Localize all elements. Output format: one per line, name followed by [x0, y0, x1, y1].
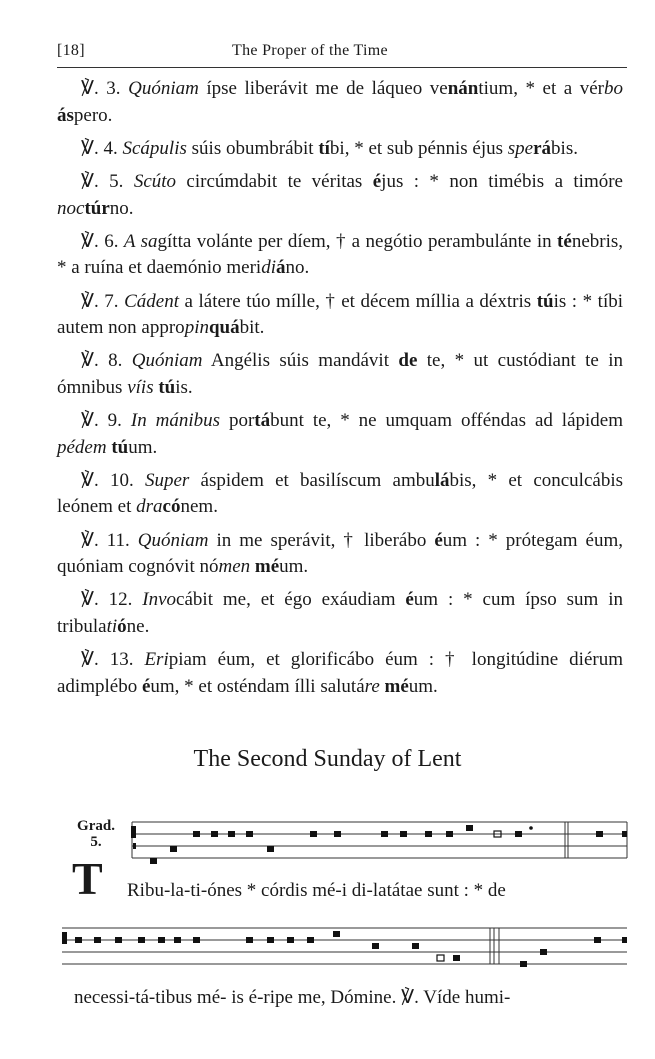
versicle-symbol: ℣.	[81, 170, 99, 192]
neume	[75, 937, 82, 943]
neume	[246, 937, 253, 943]
verse-number: 9.	[98, 410, 131, 432]
neume	[437, 955, 444, 961]
neume	[372, 943, 379, 949]
verse-text: in me sperávit, † liberábo	[208, 529, 435, 551]
verse-text: dra	[136, 496, 163, 518]
neume	[158, 937, 165, 943]
staff-line-2	[62, 928, 627, 964]
gradual-label-text: Grad.	[77, 818, 115, 834]
verse-text: bis.	[551, 137, 578, 159]
verse-text: Eri	[144, 649, 169, 671]
neume	[193, 937, 200, 943]
verse-text: circúmdabit te véritas	[176, 170, 373, 192]
verse-number: 5.	[98, 170, 134, 192]
verse-text: Quóniam	[131, 350, 203, 372]
verse-text: túr	[84, 197, 110, 219]
neume	[170, 846, 177, 852]
verse-text: a látere túo mílle, † et décem míllia a déxtris	[178, 290, 537, 312]
verse-text: té	[557, 230, 572, 252]
neume	[138, 937, 145, 943]
verse-text: te, * ut custódiant te in ómnibus	[57, 350, 624, 398]
verse-number: 11.	[98, 529, 138, 551]
neume	[520, 961, 527, 967]
versicle-symbol: ℣.	[81, 649, 99, 671]
neume	[515, 831, 522, 837]
verse-text: tium, * et a vér	[478, 78, 605, 99]
verse-text: ne.	[126, 616, 150, 638]
neume	[446, 831, 453, 837]
verse-text: tí	[318, 137, 330, 159]
chant-initial-letter: T	[72, 853, 103, 904]
verse-text: de	[398, 350, 418, 372]
versicle-symbol: ℣.	[81, 78, 99, 99]
neume	[400, 831, 407, 837]
section-title: The Second Sunday of Lent	[193, 746, 462, 772]
verse-text: có	[162, 496, 181, 518]
verse-text: nebris, * a ruína et daemónio meri	[57, 230, 623, 279]
verse-text: is : * tíbi autem non appro	[57, 290, 624, 339]
neume	[211, 831, 218, 837]
staff-line-1	[132, 822, 627, 858]
verse-text: rá	[533, 137, 552, 159]
verse-text: In mánibus	[130, 410, 221, 432]
verse-number: 10.	[98, 469, 145, 491]
verse-text: pédem	[57, 436, 107, 458]
neume	[287, 937, 294, 943]
verse-text: víis	[127, 376, 154, 398]
neume	[94, 937, 101, 943]
verse-text: um.	[279, 556, 309, 578]
verse-text: noc	[57, 197, 85, 219]
verse-text: lá	[434, 469, 450, 491]
verse-text: no.	[285, 257, 310, 279]
versicle-symbol: ℣.	[81, 410, 99, 432]
verse-text: A sa	[123, 230, 158, 252]
neume	[334, 831, 341, 837]
gradual-mode-number: 5.	[90, 834, 102, 850]
neume	[246, 831, 253, 837]
verse-number: 6.	[98, 230, 124, 252]
chant-lyrics-line-1: Ribu-la-ti-ónes * córdis mé-i di-latátae sunt : * de	[127, 880, 506, 901]
verse-text: Scúto	[133, 170, 177, 192]
page-number: [18]	[57, 42, 85, 59]
verse-text: gítta volánte per díem, † a negótio perambulánte in	[157, 230, 558, 252]
verse-text: cábit me, et égo exáudiam	[176, 589, 406, 611]
running-title: The Proper of the Time	[232, 42, 388, 59]
neume	[310, 831, 317, 837]
custos	[622, 937, 627, 943]
neume	[333, 931, 340, 937]
versicle-symbol: ℣.	[81, 230, 99, 252]
neume	[174, 937, 181, 943]
verse-text: súis obumbrábit	[186, 137, 319, 159]
verse-text: di	[261, 257, 276, 279]
neume	[425, 831, 432, 837]
verse-text: bunt te, * ne umquam offéndas ad lápidem	[270, 410, 624, 432]
versicle-symbol: ℣.	[81, 529, 99, 551]
verse-text: tú	[158, 376, 176, 398]
verse-text: piam éum, et glorificábo éum : † longitúdine diérum adimplébo	[57, 649, 624, 697]
verse-text: um.	[408, 675, 438, 697]
versicle-symbol: ℣.	[81, 290, 99, 312]
verse-text: no.	[109, 197, 134, 219]
neume	[594, 937, 601, 943]
neume	[193, 831, 200, 837]
verse-number: 8.	[98, 350, 132, 372]
neume	[267, 937, 274, 943]
verse-text: áspidem et basilíscum ambu	[189, 469, 435, 491]
neume	[150, 858, 157, 864]
verse-text: um : * cum ípso sum in tribula	[57, 589, 623, 638]
c-clef	[62, 932, 67, 944]
verse-text: is.	[175, 376, 193, 398]
neumes-line-2	[62, 931, 627, 967]
verse-text: men	[218, 556, 251, 578]
verse-text: é	[372, 170, 382, 192]
custos	[622, 831, 627, 837]
verse-text: tá	[254, 410, 271, 432]
verse-text: Invo	[142, 589, 177, 611]
verse-text: Cádent	[124, 290, 179, 312]
verse-text: ás	[57, 104, 74, 126]
verse-text: é	[405, 589, 414, 611]
verse-text: Super	[144, 469, 190, 491]
verse-text: bit.	[239, 317, 265, 339]
neume	[412, 943, 419, 949]
verse-number: 13.	[98, 649, 145, 671]
verse-text: Quóniam	[128, 78, 199, 99]
verse-text: um, * et osténdam ílli salutá	[150, 675, 365, 697]
versicle-symbol: ℣.	[81, 469, 99, 491]
verse-text: bo	[604, 78, 624, 99]
verse-text: é	[141, 675, 151, 697]
neume	[267, 846, 274, 852]
verse-text: Quóniam	[137, 529, 209, 551]
versicle-symbol: ℣.	[81, 350, 99, 372]
verse-text: Angélis súis mandávit	[202, 350, 399, 372]
verse-text: jus : * non timébis a timóre	[381, 170, 623, 192]
verse-text: re	[364, 675, 380, 697]
verse-text: nem.	[180, 496, 218, 518]
verse-text: mé	[254, 556, 280, 578]
versicle-symbol: ℣.	[81, 589, 99, 611]
neume	[228, 831, 235, 837]
verse-text: quá	[208, 317, 240, 339]
verse-text: tú	[536, 290, 554, 312]
verse-text: um : * prótegam éum, quóniam cognóvit nó	[57, 529, 623, 578]
verse-text: pero.	[73, 104, 113, 126]
verse-text: é	[434, 529, 443, 551]
verse-text: um.	[128, 436, 158, 458]
verse-number: 12.	[98, 589, 143, 611]
verse-text: Scápulis	[122, 137, 187, 159]
c-clef	[131, 826, 136, 838]
neume	[381, 831, 388, 837]
neume	[466, 825, 473, 831]
neume	[596, 831, 603, 837]
neume	[307, 937, 314, 943]
verse-text: tú	[111, 436, 129, 458]
verse-number: 7.	[98, 290, 125, 312]
verse-text: bi, * et sub pénnis éjus	[329, 137, 508, 159]
verse-text: spe	[507, 137, 534, 159]
chant-lyrics-line-2: necessi-tá-tibus mé- is é-ripe me, Dómine. ℣. Víde humi-	[74, 987, 511, 1008]
verse-number: 3.	[98, 78, 129, 99]
verse-text: bis, * et conculcábis leónem et	[57, 469, 624, 518]
verse-text: ípse liberávit me de láqueo ve	[198, 78, 448, 99]
verse-text: ó	[117, 616, 127, 638]
verse-text: ti	[106, 616, 118, 638]
verse-number: 4.	[98, 137, 123, 159]
neume	[115, 937, 122, 943]
neume	[540, 949, 547, 955]
verse-text: pin	[184, 317, 209, 339]
versicle-symbol: ℣.	[81, 137, 99, 159]
verse-text: por	[220, 410, 255, 432]
verse-text: mé	[384, 675, 409, 697]
verse-text: nán	[447, 78, 479, 99]
verse-text: á	[275, 257, 286, 279]
neume	[453, 955, 460, 961]
